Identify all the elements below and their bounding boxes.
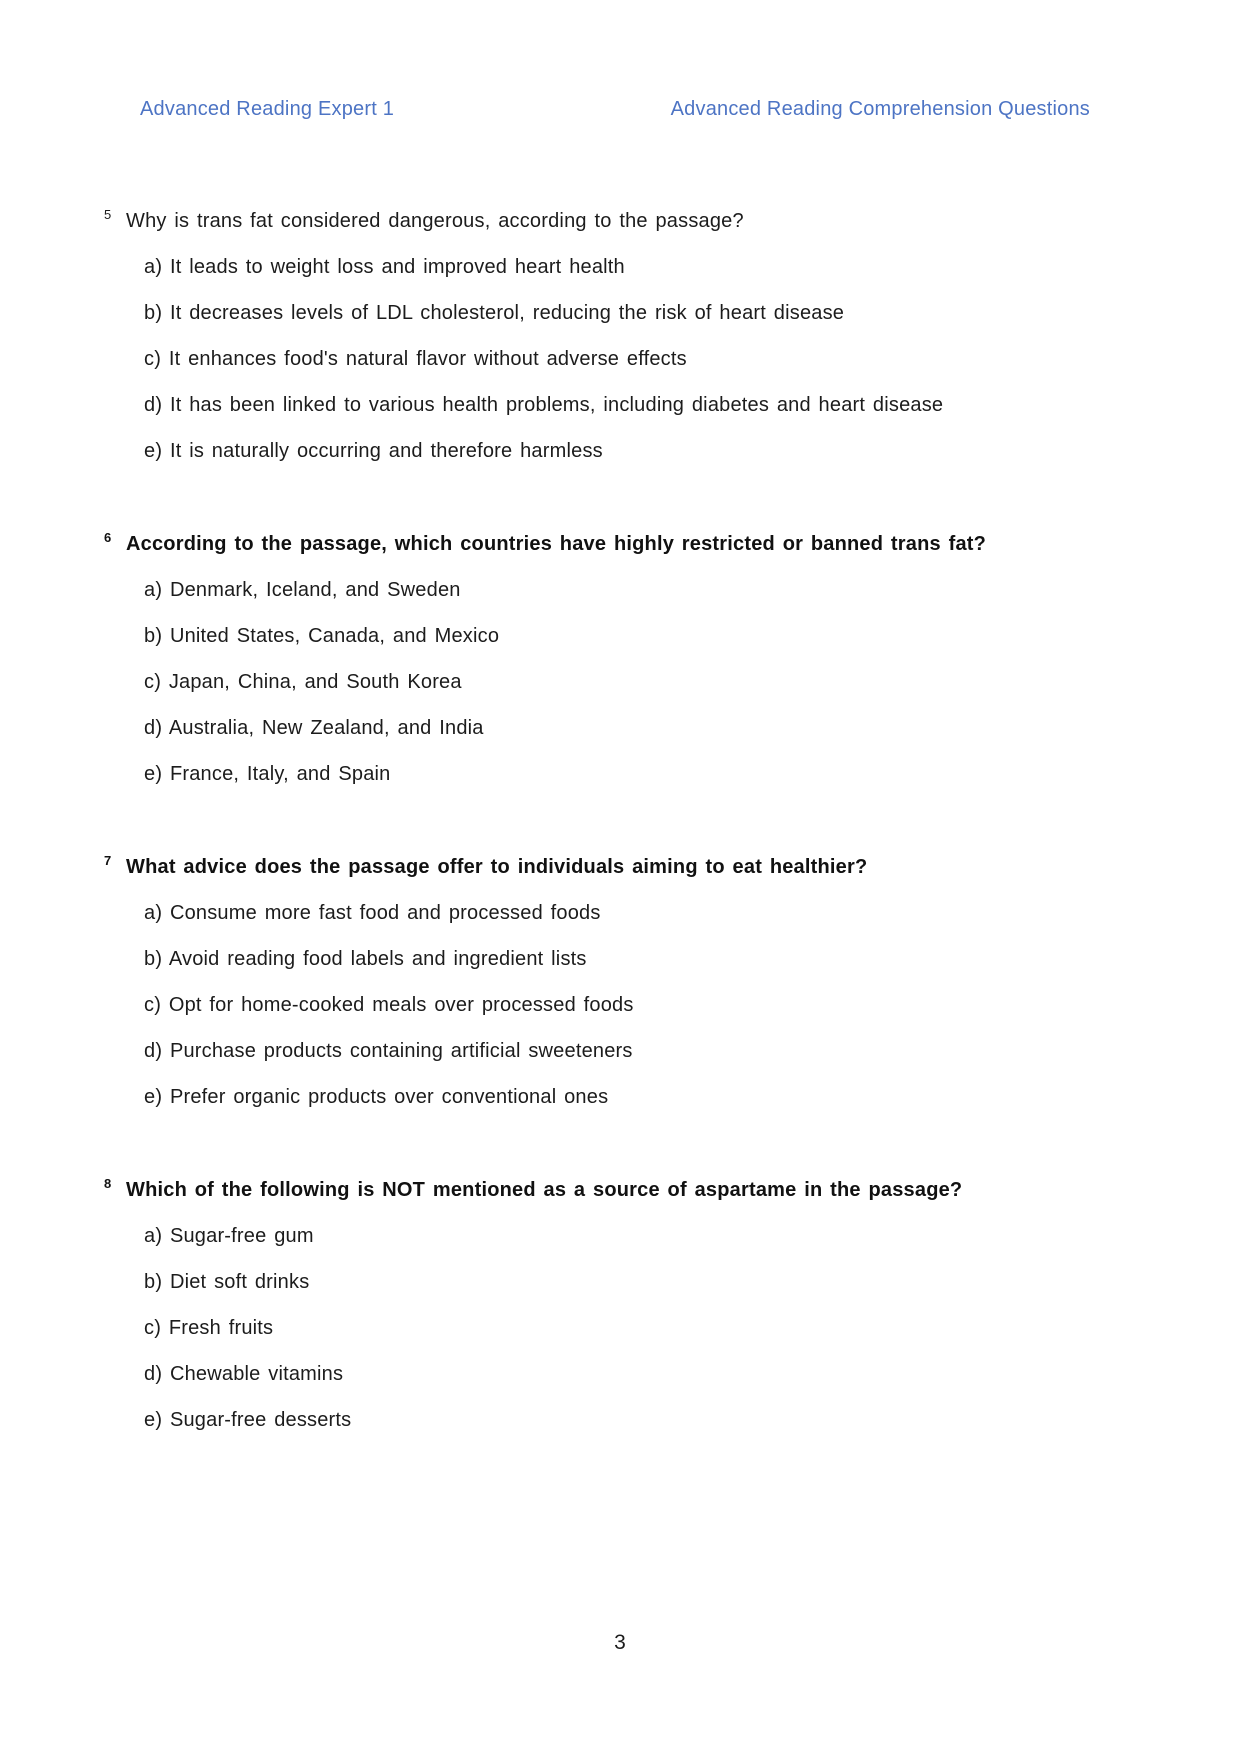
option-b: b) It decreases levels of LDL cholesterol, reducing the risk of heart disease bbox=[144, 302, 845, 324]
option-a: a) Denmark, Iceland, and Sweden bbox=[144, 579, 461, 601]
header-left-title: Advanced Reading Expert 1 bbox=[140, 98, 395, 120]
option-a: a) Consume more fast food and processed foods bbox=[144, 902, 601, 924]
option-c: c) Fresh fruits bbox=[144, 1317, 274, 1339]
option-c: c) Japan, China, and South Korea bbox=[144, 671, 462, 693]
question-title: 6 According to the passage, which countries have highly restricted or banned trans fat? bbox=[104, 530, 987, 555]
question-title: 5 Why is trans fat considered dangerous, according to the passage? bbox=[104, 207, 744, 232]
option-b: b) United States, Canada, and Mexico bbox=[144, 625, 500, 647]
option-c: c) Opt for home-cooked meals over processed foods bbox=[144, 994, 634, 1016]
question-title: 8 Which of the following is NOT mentioned as a source of aspartame in the passage? bbox=[104, 1176, 963, 1201]
question-options bbox=[144, 890, 1130, 1120]
option-d: d) Purchase products containing artificial sweeteners bbox=[144, 1040, 633, 1062]
question-options bbox=[144, 1213, 1130, 1443]
option-c: c) It enhances food's natural flavor without adverse effects bbox=[144, 348, 687, 370]
option-d: d) Australia, New Zealand, and India bbox=[144, 717, 484, 739]
option-b: b) Diet soft drinks bbox=[144, 1271, 310, 1293]
question-options bbox=[144, 567, 1130, 797]
option-d: d) Chewable vitamins bbox=[144, 1363, 344, 1385]
question-text: According to the passage, which countries have highly restricted or banned trans fat? bbox=[126, 533, 987, 555]
question-8 bbox=[104, 1167, 1130, 1443]
question-text: What advice does the passage offer to individuals aiming to eat healthier? bbox=[126, 856, 868, 878]
question-options bbox=[144, 244, 1130, 474]
question-6 bbox=[104, 521, 1130, 797]
questions-section bbox=[0, 198, 1240, 1443]
option-e: e) Sugar-free desserts bbox=[144, 1409, 352, 1431]
option-e: e) It is naturally occurring and therefore harmless bbox=[144, 440, 603, 462]
page-header bbox=[0, 0, 1240, 121]
question-7 bbox=[104, 844, 1130, 1120]
option-e: e) Prefer organic products over conventional ones bbox=[144, 1086, 609, 1108]
question-title: 7 What advice does the passage offer to individuals aiming to eat healthier? bbox=[104, 853, 868, 878]
option-d: d) It has been linked to various health problems, including diabetes and heart disease bbox=[144, 394, 944, 416]
header-right-title: Advanced Reading Comprehension Questions bbox=[670, 98, 1090, 120]
page-number: 3 bbox=[614, 1631, 626, 1654]
question-5 bbox=[104, 198, 1130, 474]
question-text: Why is trans fat considered dangerous, according to the passage? bbox=[126, 210, 744, 232]
option-e: e) France, Italy, and Spain bbox=[144, 763, 391, 785]
option-a: a) Sugar-free gum bbox=[144, 1225, 314, 1247]
option-a: a) It leads to weight loss and improved heart health bbox=[144, 256, 625, 278]
option-b: b) Avoid reading food labels and ingredient lists bbox=[144, 948, 587, 970]
question-text: Which of the following is NOT mentioned as a source of aspartame in the passage? bbox=[126, 1179, 963, 1201]
